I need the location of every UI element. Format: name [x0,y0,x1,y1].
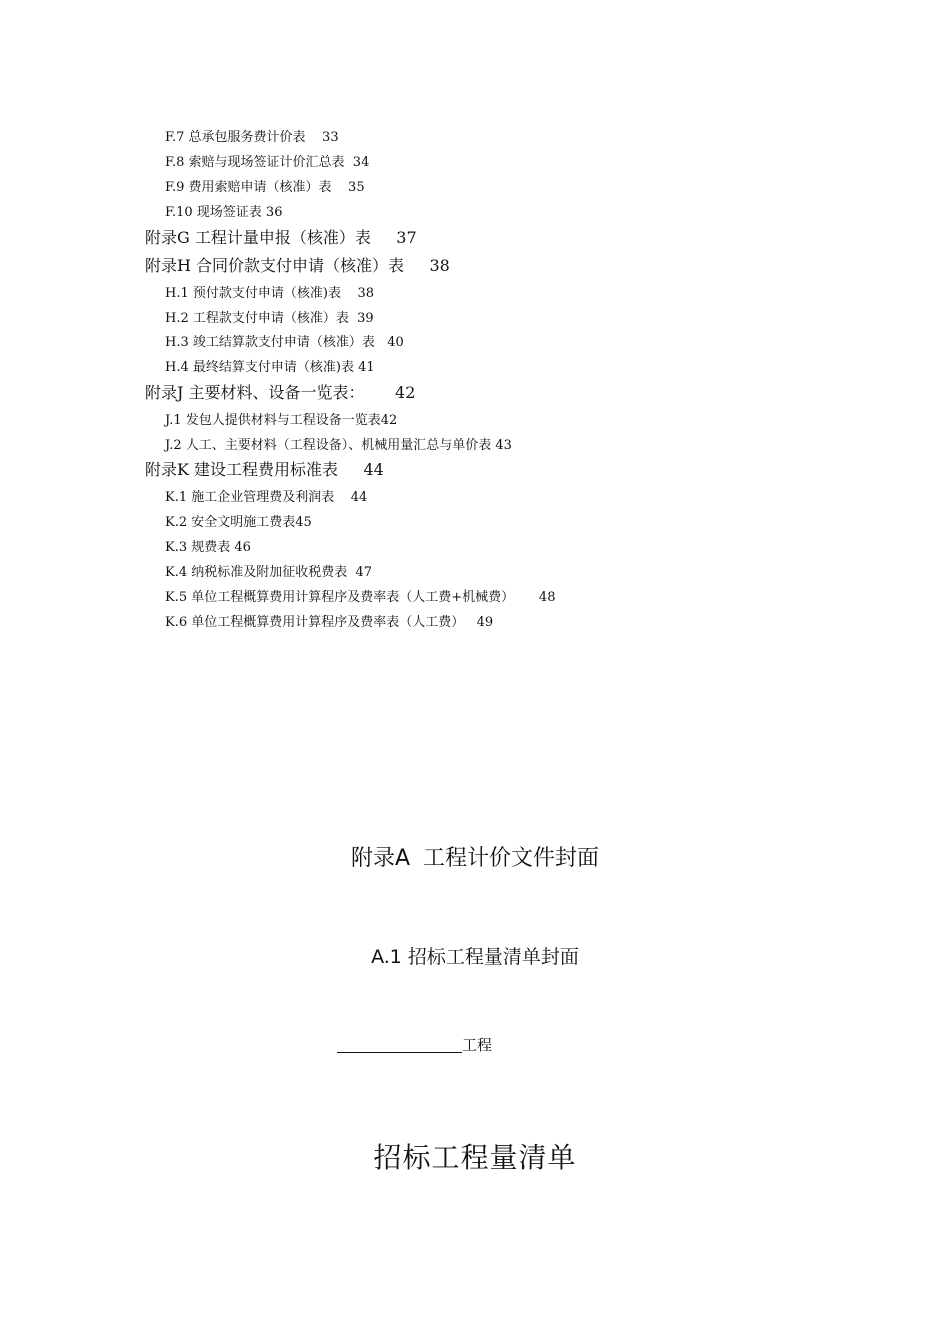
toc-entry-f8[interactable]: F.8 索赔与现场签证计价汇总表 34 [165,155,370,170]
toc-entry-appendix-h[interactable]: 附录H 合同价款支付申请（核准）表 38 [145,256,450,275]
toc-entry-h1[interactable]: H.1 预付款支付申请（核准)表 38 [165,286,375,301]
main-title: 招标工程量清单 [373,1141,577,1174]
toc-entry-h3[interactable]: H.3 竣工结算款支付申请（核准）表 40 [165,335,404,350]
toc-entry-appendix-k[interactable]: 附录K 建设工程费用标准表 44 [145,460,384,479]
project-suffix: 工程 [462,1036,493,1054]
project-name-line [337,1037,492,1053]
toc-entry-k2[interactable]: K.2 安全文明施工费表45 [165,515,312,530]
toc-entry-j1[interactable]: J.1 发包人提供材料与工程设备一览表42 [165,413,398,428]
project-name-blank[interactable] [337,1037,462,1053]
toc-entry-j2[interactable]: J.2 人工、主要材料（工程设备）、机械用量汇总与单价表 43 [165,438,512,453]
toc-entry-k1[interactable]: K.1 施工企业管理费及利润表 44 [165,490,368,505]
toc-entry-h2[interactable]: H.2 工程款支付申请（核准）表 39 [165,311,374,326]
toc-entry-k3[interactable]: K.3 规费表 46 [165,540,251,555]
toc-entry-f9[interactable]: F.9 费用索赔申请（核准）表 35 [165,180,365,195]
toc-entry-k6[interactable]: K.6 单位工程概算费用计算程序及费率表（人工费） 49 [165,615,494,630]
toc-entry-k4[interactable]: K.4 纳税标准及附加征收税费表 47 [165,565,373,580]
toc-entry-appendix-j[interactable]: 附录J 主要材料、设备一览表： 42 [145,383,416,402]
toc-entry-h4[interactable]: H.4 最终结算支付申请（核准)表 41 [165,360,375,375]
appendix-title: 附录A 工程计价文件封面 [350,846,600,871]
toc-entry-f10[interactable]: F.10 现场签证表 36 [165,205,283,220]
section-title: A.1 招标工程量清单封面 [371,946,579,968]
toc-entry-f7[interactable]: F.7 总承包服务费计价表 33 [165,130,339,145]
toc-entry-appendix-g[interactable]: 附录G 工程计量申报（核准）表 37 [145,228,417,247]
toc-entry-k5[interactable]: K.5 单位工程概算费用计算程序及费率表（人工费+机械费） 48 [165,590,556,605]
